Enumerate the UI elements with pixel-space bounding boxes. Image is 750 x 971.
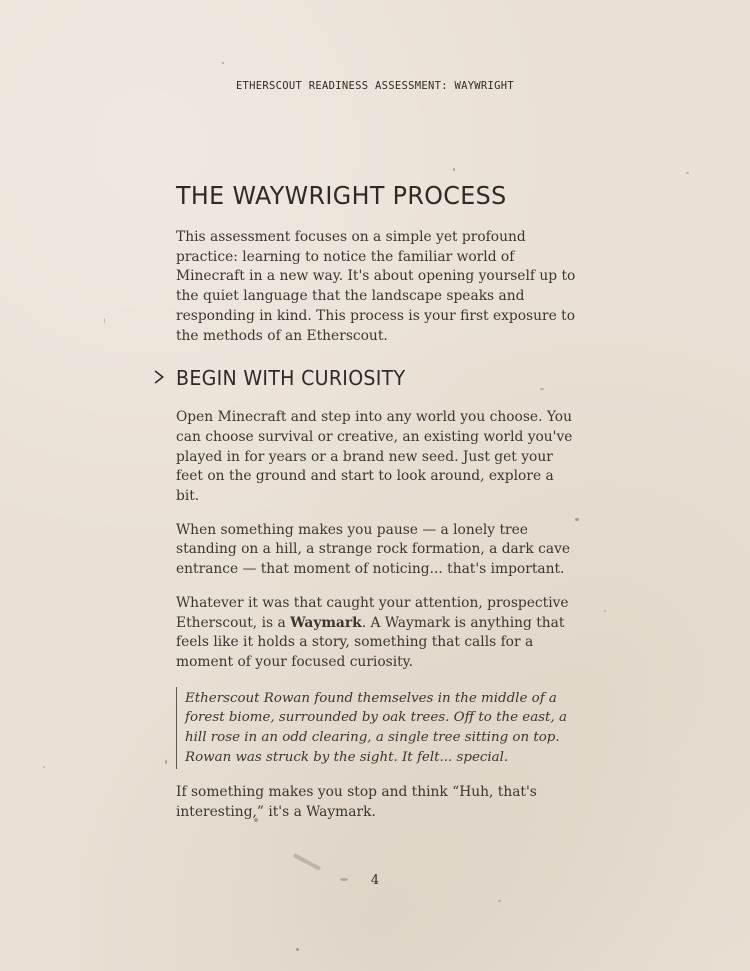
subsection-title: BEGIN WITH CURIOSITY [176,366,406,391]
paper-speck [604,610,606,612]
chevron-right-icon [153,367,164,387]
paper-speck [222,62,224,64]
body-paragraph: Open Minecraft and step into any world you choose. You can choose survival or creative, an existing world you've played in for years or a brand new seed. Just get your feet on the ground and start to look around, explore a bit. [176,409,573,505]
paper-speck [293,853,321,871]
paper-speck [453,168,455,171]
body-paragraph: When something makes you pause — a lonely tree standing on a hill, a strange rock formation, a dark cave entrance — that moment of noticing... that's important. [176,521,571,578]
intro-paragraph: This assessment focuses on a simple yet profound practice: learning to notice the familiar world of Minecraft in a new way. It's about opening yourself up to the quiet language that the landscape speaks and responding in kind. This process is your first exposure to the methods of an Etherscout. [176,229,576,344]
waymark-term: Waymark [290,614,362,631]
body-paragraph [176,594,576,673]
paper-speck [43,766,45,768]
subsection-heading [176,364,556,392]
page-number: 4 [370,873,380,888]
paper-speck [296,948,299,951]
paper-speck [498,900,501,902]
example-blockquote: Etherscout Rowan found themselves in the middle of a forest biome, surrounded by oak trees. Off to the east, a hill rose in an odd clearing, a single tree sitting on top. Rowan was struck by the sight. It felt... special. [176,687,576,770]
paper-speck [104,318,105,323]
paragraph-text: Whatever it was that caught your attention, prospective Etherscout, is a [176,594,569,631]
body-paragraph: If something makes you stop and think “Huh, that's interesting,” it's a Waymark. [176,784,537,821]
running-header: ETHERSCOUT READINESS ASSESSMENT: WAYWRIGHT [235,80,515,92]
page-content [176,178,576,837]
section-title: THE WAYWRIGHT PROCESS [176,181,507,210]
paper-speck [165,760,167,764]
paragraph-text: . A Waymark is anything that feels like it holds a story, something that calls for a moment of your focused curiosity. [176,614,565,670]
paper-speck [686,172,689,174]
